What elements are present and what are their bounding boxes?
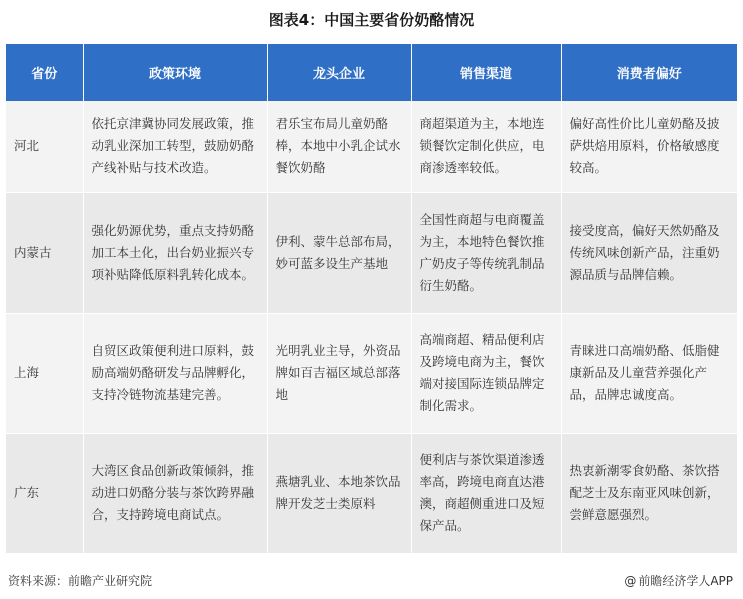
cell-preference: 青睐进口高端奶酪、低脂健康新品及儿童营养强化产品，品牌忠诚度高。 [561, 313, 737, 433]
table-row [6, 192, 737, 313]
cell-preference: 接受度高，偏好天然奶酪及传统风味创新产品，注重奶源品质与品牌信赖。 [561, 192, 737, 313]
cell-leaders: 光明乳业主导，外资品牌如百吉福区域总部落地 [267, 313, 411, 433]
cell-policy: 依托京津冀协同发展政策，推动乳业深加工转型，鼓励奶酪产线补贴与技术改造。 [83, 101, 267, 192]
cell-preference: 偏好高性价比儿童奶酪及披萨烘焙用原料，价格敏感度较高。 [561, 101, 737, 192]
table-header-row [6, 44, 737, 101]
header-province: 省份 [6, 44, 83, 101]
cell-channels: 高端商超、精品便利店及跨境电商为主，餐饮端对接国际连锁品牌定制化需求。 [411, 313, 561, 433]
cell-policy: 大湾区食品创新政策倾斜，推动进口奶酪分装与茶饮跨界融合，支持跨境电商试点。 [83, 433, 267, 553]
cell-province: 上海 [6, 313, 83, 433]
cell-province: 广东 [6, 433, 83, 553]
cell-leaders: 伊利、蒙牛总部布局，妙可蓝多设生产基地 [267, 192, 411, 313]
header-policy: 政策环境 [83, 44, 267, 101]
cell-preference: 热衷新潮零食奶酪、茶饮搭配芝士及东南亚风味创新，尝鲜意愿强烈。 [561, 433, 737, 553]
source-note: 资料来源：前瞻产业研究院 [8, 574, 153, 588]
cell-province: 内蒙古 [6, 192, 83, 313]
page-title: 图表4：中国主要省份奶酪情况 [268, 11, 475, 29]
header-channels: 销售渠道 [411, 44, 561, 101]
cell-leaders: 燕塘乳业、本地茶饮品牌开发芝士类原料 [267, 433, 411, 553]
brand-label: 前瞻经济学人APP [638, 574, 733, 588]
cell-channels: 商超渠道为主，本地连锁餐饮定制化供应，电商渗透率较低。 [411, 101, 561, 192]
table-row [6, 313, 737, 433]
header-preference: 消费者偏好 [561, 44, 737, 101]
cell-channels: 便利店与茶饮渠道渗透率高，跨境电商直达港澳，商超侧重进口及短保产品。 [411, 433, 561, 553]
cell-channels: 全国性商超与电商覆盖为主，本地特色餐饮推广奶皮子等传统乳制品衍生奶酪。 [411, 192, 561, 313]
cell-policy: 自贸区政策便利进口原料，鼓励高端奶酪研发与品牌孵化，支持冷链物流基建完善。 [83, 313, 267, 433]
table-row [6, 101, 737, 192]
cell-province: 河北 [6, 101, 83, 192]
cell-leaders: 君乐宝布局儿童奶酪棒，本地中小乳企试水餐饮奶酪 [267, 101, 411, 192]
header-leaders: 龙头企业 [267, 44, 411, 101]
table-row [6, 433, 737, 553]
province-cheese-table [6, 44, 737, 554]
brand-credit [624, 571, 733, 591]
at-icon: @ [624, 574, 637, 588]
cell-policy: 强化奶源优势，重点支持奶酪加工本土化，出台奶业振兴专项补贴降低原料乳转化成本。 [83, 192, 267, 313]
